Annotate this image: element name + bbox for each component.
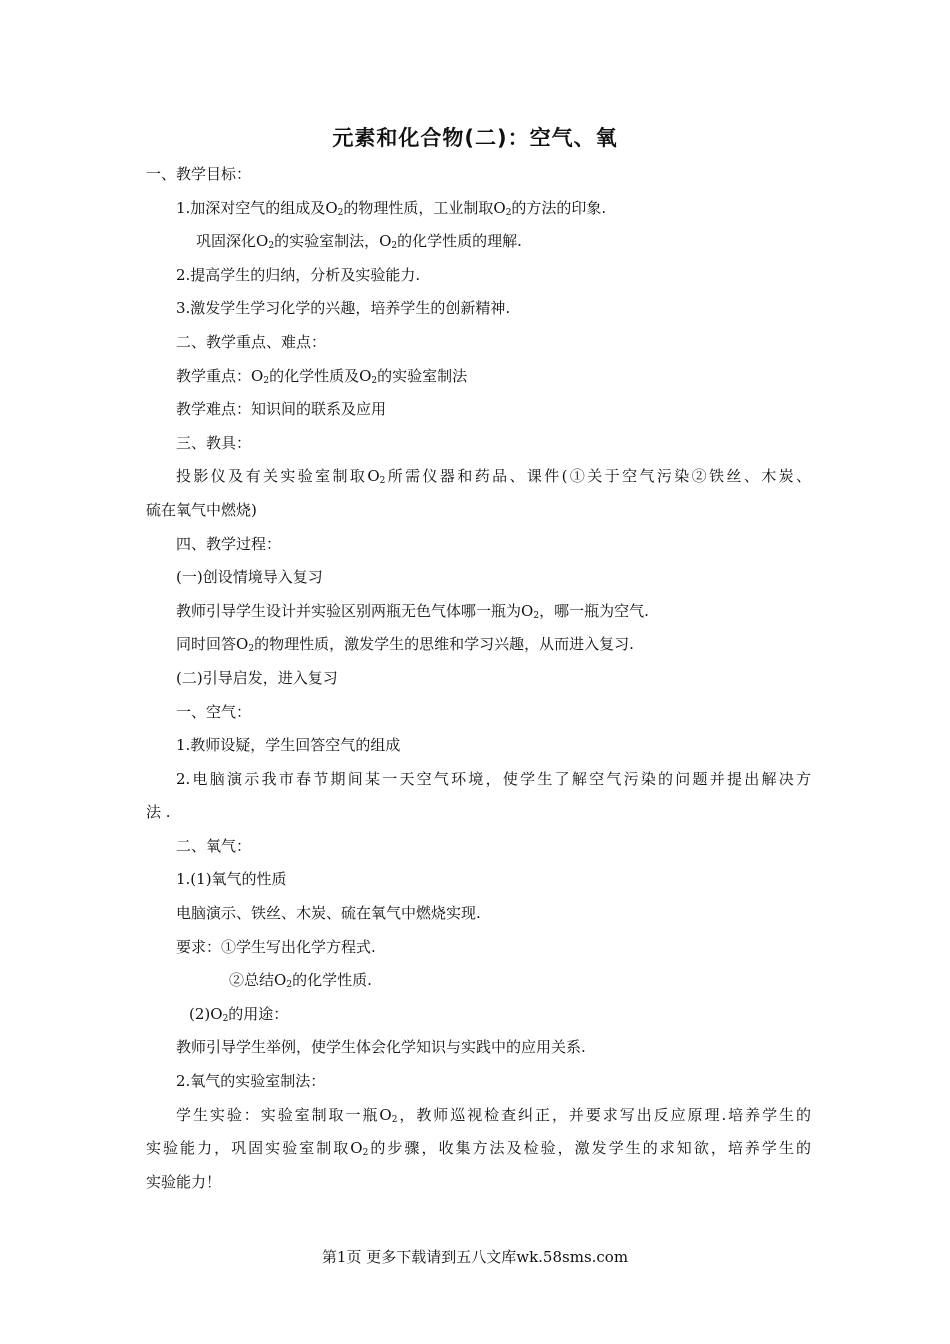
text-line: 三、教具： (176, 433, 252, 452)
text-line: 2.提高学生的归纳，分析及实验能力. (176, 265, 421, 284)
text-line: 教学难点：知识间的联系及应用 (176, 400, 387, 419)
text-line: 教师引导学生举例，使学生体会化学知识与实践中的应用关系. (176, 1038, 586, 1057)
text-line: 法 . (146, 803, 171, 822)
text-line: $(2)O_2$的用途： (189, 1004, 289, 1024)
text-line: ②总结$O_2$的化学性质. (229, 971, 372, 991)
text-line: 投影仪及有关实验室制取$O_2$所需仪器和药品、课件(①关于空气污染②铁丝、木炭、 (176, 467, 811, 487)
text-line: 同时回答$O_2$的物理性质，激发学生的思维和学习兴趣，从而进入复习. (176, 635, 634, 655)
text-line: (二)引导启发，进入复习 (176, 668, 338, 687)
text-line: 1.(1)氧气的性质 (176, 870, 287, 889)
page-footer: 第1页 更多下载请到五八文库wk.58sms.com (321, 1248, 629, 1266)
text-line: 一、教学目标： (146, 165, 252, 183)
text-line: 2.氧气的实验室制法： (176, 1072, 326, 1091)
text-line: 1.加深对空气的组成及$O_2$的物理性质，工业制取$O_2$的方法的印象. (176, 198, 607, 218)
document-body (146, 158, 811, 1199)
text-line: 硫在氧气中燃烧) (146, 500, 257, 519)
text-line: 四、教学过程： (176, 534, 282, 553)
text-line: 二、氧气： (176, 836, 252, 855)
text-line: 二、教学重点、难点： (176, 332, 327, 351)
document-title: 元素和化合物(二)：空气、氧 (332, 126, 618, 150)
text-line: 要求：①学生写出化学方程式. (176, 937, 376, 956)
text-line: 教师引导学生设计并实验区别两瓶无色气体哪一瓶为$O_2$，哪一瓶为空气. (176, 601, 649, 621)
text-line: 实验能力！ (146, 1172, 222, 1191)
text-line: 2.电脑演示我市春节期间某一天空气环境，使学生了解空气污染的问题并提出解决方 (176, 769, 811, 788)
text-line: (一)创设情境导入复习 (176, 568, 323, 587)
text-line: 3.激发学生学习化学的兴趣，培养学生的创新精神. (176, 299, 511, 318)
text-line: 电脑演示、铁丝、木炭、硫在氧气中燃烧实现. (176, 904, 481, 923)
text-line: 教学重点：$O_2$的化学性质及$O_2$的实验室制法 (176, 366, 468, 386)
text-line: 1.教师设疑，学生回答空气的组成 (176, 736, 401, 755)
text-line: 实验能力，巩固实验室制取$O_2$的步骤，收集方法及检验，激发学生的求知欲，培养学生的 (146, 1139, 811, 1159)
text-line: 巩固深化$O_2$的实验室制法，$O_2$的化学性质的理解. (196, 232, 522, 252)
text-line: 一、空气： (176, 702, 252, 721)
text-line: 学生实验：实验室制取一瓶$O_2$，教师巡视检查纠正，并要求写出反应原理.培养学生的 (176, 1105, 811, 1125)
